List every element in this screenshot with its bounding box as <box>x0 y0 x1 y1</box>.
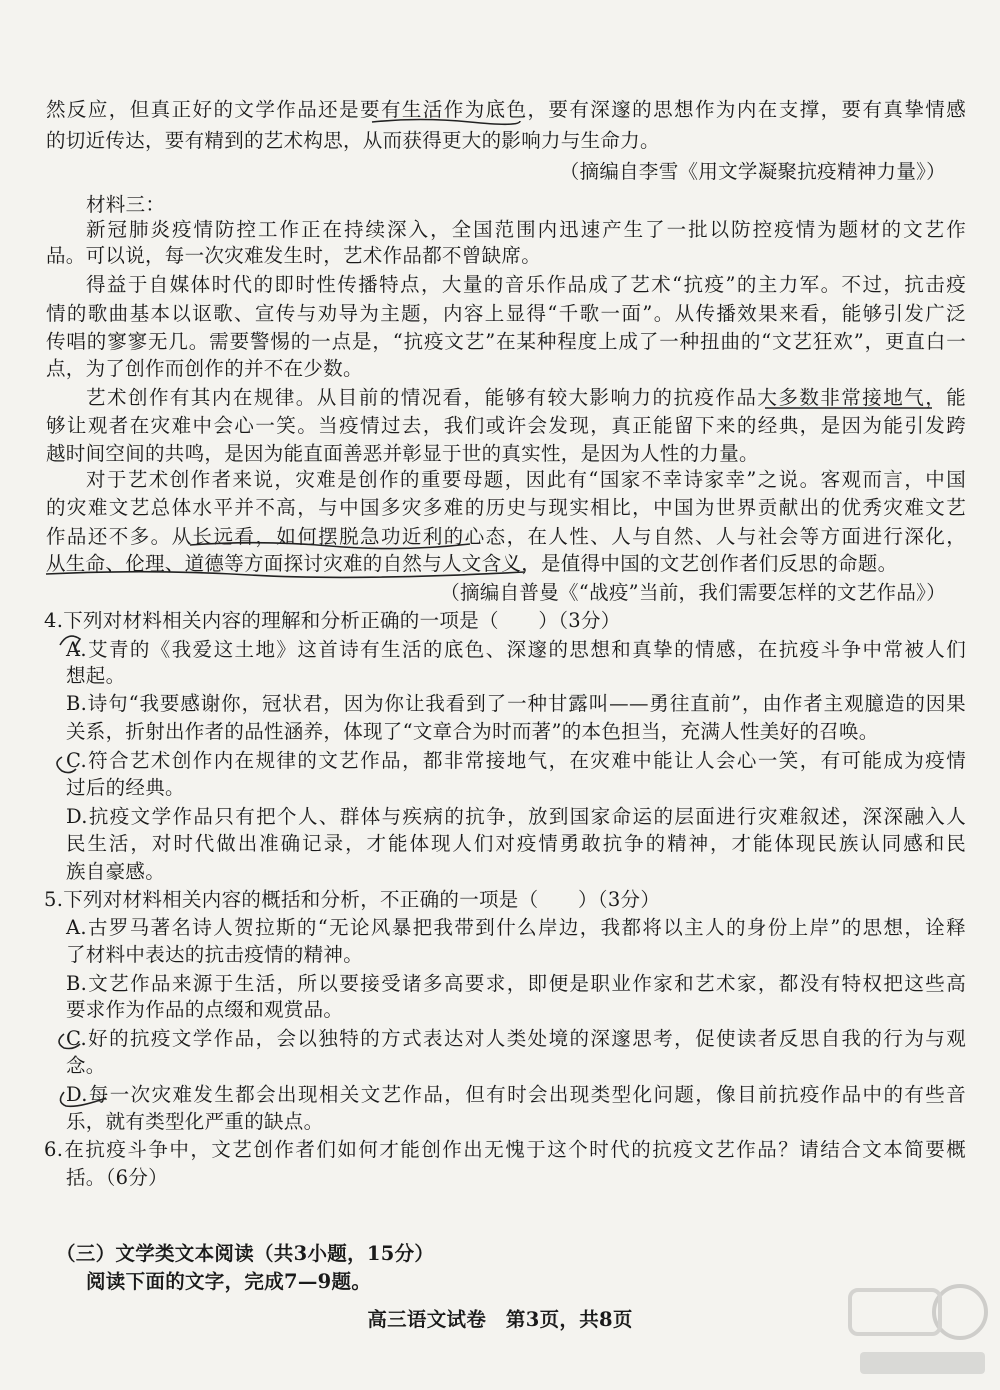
section-heading: 材料三： <box>86 193 166 216</box>
instruction: 阅读下面的文字，完成7—9题。 <box>86 1270 372 1293</box>
text-line: 点，为了创作而创作的并不在少数。 <box>46 357 363 380</box>
text-line: 得益于自媒体时代的即时性传播特点，大量的音乐作品成了艺术“抗疫”的主力军。不过，抗击疫 <box>86 273 966 296</box>
option-d: D.抗疫文学作品只有把个人、群体与疾病的抗争，放到国家命运的层面进行灾难叙述，深深融入人 <box>66 805 966 828</box>
text-line: 对于艺术创作者来说，灾难是创作的重要母题，因此有“国家不幸诗家幸”之说。客观而言，中国 <box>86 468 966 491</box>
text-line: 括。（6分） <box>66 1166 168 1189</box>
text-line: 然反应，但真正好的文学作品还是要有生活作为底色，要有深邃的思想作为内在支撑，要有真挚情感 <box>46 98 966 121</box>
text-line: 情的歌曲基本以讴歌、宣传与劝导为主题，内容上显得“千歌一面”。从传播效果来看，能够引发广泛 <box>46 302 966 325</box>
text-line: 艺术创作有其内在规律。从目前的情况看，能够有较大影响力的抗疫作品大多数非常接地气，能 <box>86 386 966 409</box>
section-heading: （三）文学类文本阅读（共3小题，15分） <box>56 1242 435 1265</box>
text-line: 了材料中表达的抗击疫情的精神。 <box>66 943 364 966</box>
text-line: 越时间空间的共鸣，是因为能直面善恶并彰显于世的真实性，是因为人性的力量。 <box>46 442 759 465</box>
question-5: 5.下列对材料相关内容的概括和分析，不正确的一项是（ ）（3分） <box>44 888 661 911</box>
text-line: 够让观者在灾难中会心一笑。当疫情过去，我们或许会发现，真正能留下来的经典，是因为能引发跨 <box>46 414 966 437</box>
text-line: 的切近传达，要有精到的艺术构思，从而获得更大的影响力与生命力。 <box>46 129 660 152</box>
source-citation: （摘编自普曼《“战疫”当前，我们需要怎样的文艺作品》） <box>440 581 946 604</box>
text-line: 过后的经典。 <box>66 776 185 799</box>
text-line: 族自豪感。 <box>66 860 166 883</box>
page-footer: 高三语文试卷 第3页，共8页 <box>367 1308 633 1331</box>
text-line: 想起。 <box>66 664 126 687</box>
text-line: 作品还不多。从长远看，如何摆脱急功近利的心态，在人性、人与自然、人与社会等方面进行深化， <box>46 525 966 548</box>
option-a: A.古罗马著名诗人贺拉斯的“无论风暴把我带到什么岸边，我都将以主人的身份上岸”的思想，诠释 <box>66 916 966 939</box>
text-line: 从生命、伦理、道德等方面探讨灾难的自然与人文含义，是值得中国的文艺创作者们反思的命题。 <box>46 552 898 575</box>
question-4: 4.下列对材料相关内容的理解和分析正确的一项是（ ）（3分） <box>44 609 621 632</box>
option-b: B.文艺作品来源于生活，所以要接受诸多高要求，即便是职业作家和艺术家，都没有特权把这些高 <box>66 972 966 995</box>
text-line: 新冠肺炎疫情防控工作正在持续深入，全国范围内迅速产生了一批以防控疫情为题材的文艺作 <box>86 218 966 241</box>
option-a: A.艾青的《我爱这土地》这首诗有生活的底色、深邃的思想和真挚的情感，在抗疫斗争中常被人们 <box>66 638 966 661</box>
text-line: 乐，就有类型化严重的缺点。 <box>66 1110 324 1133</box>
question-6: 6.在抗疫斗争中，文艺创作者们如何才能创作出无愧于这个时代的抗疫文艺作品？请结合文本简要概 <box>44 1138 966 1161</box>
text-line: 品。可以说，每一次灾难发生时，艺术作品都不曾缺席。 <box>46 244 542 267</box>
text-line: 的灾难文艺总体水平并不高，与中国多灾多难的历史与现实相比，中国为世界贡献出的优秀灾难文艺 <box>46 496 966 519</box>
text-line: 念。 <box>66 1054 106 1077</box>
source-citation: （摘编自李雪《用文学凝聚抗疫精神力量》） <box>559 160 946 183</box>
option-c: C.符合艺术创作内在规律的文艺作品，都非常接地气，在灾难中能让人会心一笑，有可能成为疫情 <box>66 749 966 772</box>
option-d: D.每一次灾难发生都会出现相关文艺作品，但有时会出现类型化问题，像目前抗疫作品中的有些音 <box>66 1083 966 1106</box>
text-line: 传唱的寥寥无几。需要警惕的一点是，“抗疫文艺”在某种程度上成了一种扭曲的“文艺狂欢”，更直白一 <box>46 330 966 353</box>
watermark-logo <box>840 1272 990 1382</box>
option-b: B.诗句“我要感谢你，冠状君，因为你让我看到了一种甘露叫——勇往直前”，由作者主观臆造的因果 <box>66 692 966 715</box>
text-line: 要求作为作品的点缀和观赏品。 <box>66 998 344 1021</box>
text-line: 民生活，对时代做出准确记录，才能体现人们对疫情勇敢抗争的精神，才能体现民族认同感和民 <box>66 832 966 855</box>
option-c: C.好的抗疫文学作品，会以独特的方式表达对人类处境的深邃思考，促使读者反思自我的行为与观 <box>66 1027 966 1050</box>
text-line: 关系，折射出作者的品性涵养，体现了“文章合为时而著”的本色担当，充满人性美好的召唤。 <box>66 720 879 743</box>
